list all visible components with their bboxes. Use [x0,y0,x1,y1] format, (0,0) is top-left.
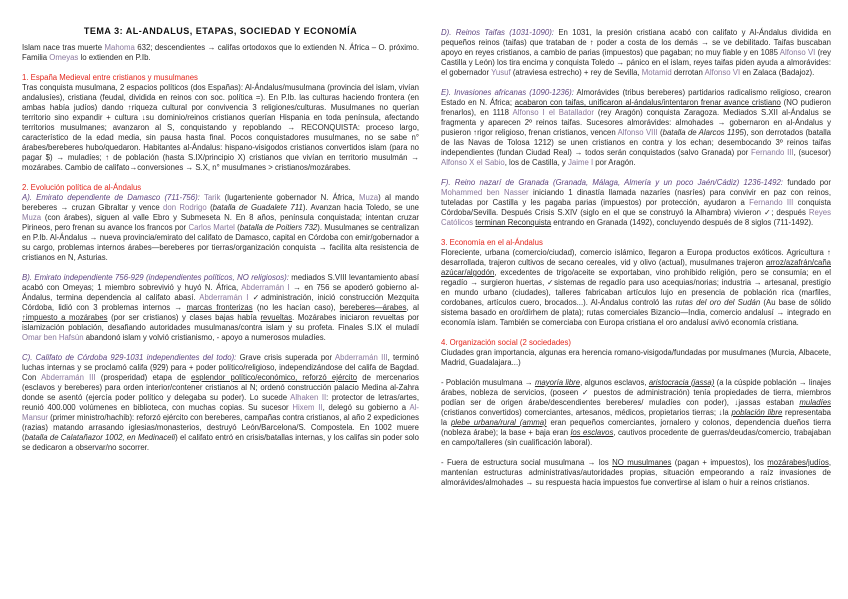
text-run: en Zalaca (Badajoz). [740,68,815,77]
text-run: ) el califato entró en crisis/batallas internas, y los califas sin poder solo se dedicaron a observar/no socorrer. [22,433,419,452]
person-name: Abderramán III [334,353,388,362]
text-run: (NO pudieron frenarlos), en 1118 [441,98,831,117]
left-column [22,26,419,463]
person-name: Jaime I [568,158,594,167]
right-column [441,28,831,498]
section-heading: 4. Organización social (2 sociedades) [441,338,572,347]
text-run: de mercenarios (esclavos y bereberes) para orden interior/contener cristianos al N; ordenó construcción palacio Medina al-Zahra donde se asentó (ejercía poder político y delegaba su poder). Lo sucede [22,373,419,402]
text-run: ( [657,128,663,137]
text-run: Floreciente, urbana (comercio/ciudad), comercio islámico, llegaron a Europa productos exóticos. Agricultura ↑ desarrollada, trajeron cultivos de secano cereales, vid y olivo (actual), musulmanes trajeron [441,248,831,267]
text-run: Ciudades gran importancia, algunas era herencia romano-visigoda/fundadas por musulmanes (Murcia, Albacete, Madrid, Guadalajara...) [441,348,831,367]
text-run: En 1031, la presión cristiana acabó con califato y Al-Ándalus dividida en pequeños reinos (taifas) que trataban de ↑ poder a costa de los demás → se ve debilitado. Taifas buscaban apoyo en reyes cristianos, a cambio de parias (impuestos) que pagaban; no muy fiable y en 1085 [441,28,831,57]
person-name: Abderramán I [241,283,290,292]
paragraph [441,348,831,368]
text-run: ), son derrotados (batalla de las Navas de Tolosa 1212) se unen cristianos en contra y los echan; desembocando 3º reinos taifas independientes (fundan Ciudad Real) → todos serán conquistados (salvo Granada) por [441,128,832,157]
paragraph [441,248,831,328]
text-run: ( [206,203,213,212]
paragraph [22,43,419,63]
text-run: - Población musulmana → [441,378,535,387]
paragraph [441,178,831,228]
person-name: Mahoma [104,43,135,52]
subsection-label: E). Invasiones africanas (1090-1236): [441,88,574,97]
text-run: . Mozárabes iniciaron revueltas por islamización población, desafiando autoridades musulmanas/contra islam y su profeta. Finales S.IX el muladí [22,313,420,332]
paragraph [22,273,419,343]
person-name: Mohammed ben Nasser [441,188,529,197]
person-name: Alfonso I el Batallador [512,108,594,117]
italic-underlined-text: plebe urbana/rural (amma) [450,418,547,427]
paragraph [441,458,831,488]
text-run: (atraviesa estrecho) + rey de Sevilla, [510,68,642,77]
text-run: conquista Córdoba/Sevilla. Después Crisis S.XIV (siglo en el que se construyó la Alhambra) vivieron ✓; después [441,198,832,217]
text-run: , los de Castilla, y [504,158,568,167]
subsection-label: A). Emirato dependiente de Damasco (711-756): [22,193,200,202]
person-name: Reyes Católicos [441,208,831,227]
text-run: : protector de letras/artes, reunió 400.000 volúmenes en biblioteca, con muchas copias. Su sucesor [22,393,419,412]
text-run: - Fuera de estructura social musulmana → los [441,458,613,467]
text-run: lo extienden en P.Ib. [78,53,151,62]
person-name: Alfonso X el Sabio [441,158,505,167]
text-run: Islam nace tras muerte [22,43,105,52]
text-run: eran pequeños comerciantes, jornalero y colonos, dependencia dueños tierra (nobleza árabe); la base + baja eran [441,418,831,437]
italic-underlined-text: muladíes [799,398,831,407]
text-run: Tras conquista musulmana, 2 espacios políticos (dos Españas): Al-Ándalus/musulmana (provincia del islam, vivían andalusíes), cristiana (feudal, dividida en reinos con soc. política =). En P.Ib. las culturas haciendo frontera (en ambas había judíos) dando ↑riqueza cultural por convivencia 3 religiones/culturas. Musulmanes no querían territorio sino expandir + cultura ↓su dominio/reinos cristianos querían Hispania en toda península, afectando territorios musulmanes; avanzaron al S, conquistando y repoblando → RECONQUISTA: proceso largo, característico de la edad media, sin pausa hasta final. Pocos conquistadores musulmanes, no se sabe n° árabes/bereberes hubo/quedaron. Habitantes al-Ándalus: hispano-visigodos cristianos convertidos islam (para no pagar $) → muladíes; ↑ de población (hasta S.IX/principio X) cristianos que vivían en territorio musulmán → mozárabes. Cambio de califato→conversiones → S.X, n° musulmanes > cristianos/mozárabes. [22,83,419,172]
underlined-text: marcas fronterizas [186,303,253,312]
text-run: entrando en Granada (1492), concluyendo después de 8 siglos (711-1492). [551,218,814,227]
section-heading: 3. Economía en el al-Ándalus [441,238,543,247]
person-name: Omar ben Hafsún [22,333,84,342]
person-name: Alfonso VIII [617,128,658,137]
italic-text: batalla de Alarcos 1195 [662,128,744,137]
paragraph [441,88,831,168]
text-run: (prosperidad) etapa de [95,373,192,382]
text-run: (Au base de sólido sistema basado en oro/dírhem de plata); rutas comerciales Bizancio—India, comercio andalusí → integrado en economía islam. También se comerciaba con Europa cristiana el oro andalusí avivó economía cristiana. [441,298,832,327]
text-run: , (sucesor) [793,148,831,157]
subsection-label: B). Emirato independiente 756-929 (independientes políticos, NO religiosos): [22,273,289,282]
underlined-text: acabaron con taifas, unificaron al-ándalus/intentaron frenar avance cristiano [514,98,781,107]
text-run: (con árabes), siguen al valle Ebro y Submeseta N. En 8 años, península conquistada; intentan cruzar Pirineos, pero frenan su avance los francos por [22,213,419,232]
text-run: , excedentes de trigo/aceite se exportaban, vino prohibido religión, pero se consumía; en el regadío → surgieron huertas, ✓sistemas de regadío para uso acequias/norias; industria → artesanal, prestigio en mundo urbano (ciudades), talleres fabricaban artículos lujo en presencia de población rica (marfiles, cordobanes, artículos cuero, brocados...). Al-Ándalus controló las [441,268,831,307]
text-run: (no les hacían caso), [252,303,340,312]
paragraph [22,193,419,263]
text-run: , terminó luchas internas y se proclamó califa (929) para + poder político/religioso, independizándose del califa de Bagdad. Con [22,353,419,382]
paragraph [22,353,419,453]
text-run: (pagan + impuestos), los [671,458,768,467]
person-name: Motamid [641,68,672,77]
person-name: Muza [22,213,42,222]
text-run: , algunos esclavos, [580,378,649,387]
subsection-label: D). Reinos Taifas (1031-1090): [441,28,554,37]
italic-text: batalla de Guadalete 711 [212,203,303,212]
text-run: (a la cúspide población → linajes árabes, nobleza de servicios, (poseen ✓ puestos de administración) tenía propiedades de tierra, miembros podían ser de origen árabe/descendientes bereberes/ muladíes con poder), ↓jassas estaban [441,378,831,407]
underlined-text: revueltas [260,313,293,322]
text-run: Almorávides (tribus bereberes) partidarios radicalismo religioso, crearon Estado en N. África; [441,88,831,107]
paragraph [441,378,831,448]
text-run: ( [234,223,240,232]
underlined-text: terminan Reconquista [475,218,552,227]
person-name: Carlos Martel [188,223,235,232]
person-name: Abderramán III [41,373,96,382]
person-name: Abderramán I [199,293,249,302]
person-name: don Rodrigo [163,203,207,212]
text-run: abandonó islam y volvió cristianismo, - apoyo a numerosos muladíes. [83,333,326,342]
text-run: (rey Castilla y León) los tira encima y conquista Toledo → pánico en el islam, reyes taifas piden ayuda a almorávides: el gobernador [441,48,831,77]
subsection-label: F). Reino nazarí de Granada (Granada, Málaga, Almería y un poco Jaén/Cádiz) 1236-1492: [441,178,783,187]
underlined-text: arroz/azafrán/caña azúcar/algodón [441,258,831,277]
text-run: (cristianos convertidos) comerciantes, artesanos, médicos, propietarios tierras; ↓la [441,408,732,417]
underlined-text: bereberes—árabes [339,303,407,312]
section-heading: 1. España Medieval entre cristianos y musulmanes [22,73,198,82]
text-run: ). Musulmanes se centralizan en P.Ib. Al-Ándalus → nueva provincia/emirato del califato de Damasco, capital en Córdoba con emir/gobernador a su cargo, problemas internos árabes—bereberes por tierras/organización conquista → facilita alta resistencia de cristianos en N, Asturias. [22,223,419,262]
text-run: Grave crisis superada por [236,353,335,362]
text-run: , mantenían estructuras administrativas/autoridades propias, situación empeorando a raíz invasiones de almorávides/almohades → su respuesta hacia impuestos fue convertirse al islam o huir a reinos cristianos. [441,458,832,487]
text-run: , delegó su gobierno a [322,403,410,412]
paragraph [22,83,419,173]
person-name: Yusuf [491,68,511,77]
text-run: (rey Aragón) conquista Zaragoza. Mediados S.XII al-Ándalus se fragmenta y aparecen 2º reinos taifas. Sucesores almorávides: almohades → gobernaron en al-Ándalus y pusieron ↑rigor religioso, frenan cristianos, vencen [441,108,831,137]
text-run: , al [406,303,419,312]
italic-text: batalla de Calatañazor 1002, en Medinaceli [24,433,176,442]
text-run: iniciando 1 dinastía llamada nazaríes (nasríes) para convivir en paz con reinos, tuteladas por Castilla y les pagaba parias (impuestos) por protección, ayudaron a [441,188,831,207]
text-run: 632; descendientes → califas ortodoxos que lo extienden N. África – O. próximo. Familia [22,43,420,62]
person-name: Alfonso VI [779,48,816,57]
italic-text: rutas del oro del Sudán [675,298,761,307]
person-name: Fernando III [751,148,794,157]
text-run: ) al mando bereberes → cruzan Gibraltar y vence [22,193,420,212]
underlined-text: ↑impuesto a mozárabes [22,313,108,322]
italic-underlined-text: mayoría libre [534,378,581,387]
underlined-text: NO musulmanes [612,458,672,467]
text-run: representaba la [441,408,832,427]
person-name: Alhaken II [290,393,327,402]
italic-underlined-text: población libre [731,408,783,417]
italic-underlined-text: aristocracia (jassa) [648,378,715,387]
underlined-text: mozárabes/judíos [767,458,829,467]
person-name: Al-Mansur [22,403,420,422]
person-name: Fernando III [749,198,794,207]
text-run: ). Avanzan hacia Toledo, se une [302,203,420,212]
person-name: Omeyas [49,53,79,62]
person-name: Alfonso VI [704,68,741,77]
text-run: (por ser cristianos) y clases bajas había [107,313,261,322]
text-run: derrotan [671,68,705,77]
text-run: ✓administración, inició construcción Mezquita Córdoba, lidió con 3 problemas internos → [22,293,419,312]
text-run: fundado por [782,178,831,187]
text-run: → en 756 se apoderó gobierno al-Ándalus, termina dependencia al califato abasí. [22,283,419,302]
underlined-text: esplendor político/económico, reforzó ejército [191,373,358,382]
italic-text: batalla de Poitiers 732 [239,223,318,232]
italic-underlined-text: los esclavos [570,428,614,437]
text-run: , cautivos procedente de guerras/deudas/comercio, trabajaban en campo/talleres (sin cualificación laboral). [441,428,832,447]
page-title: TEMA 3: AL-ANDALUS, ETAPAS, SOCIEDAD Y ECONOMÍA [83,26,358,36]
section-heading: 2. Evolución política de al-Ándalus [22,183,142,192]
text-run: (primer ministro/hachib): reforzó ejército con bereberes, campañas contra cristianos, al año 2 expediciones (razias) matando arrasando iglesias/monasterios, destruyó León/Barcelona/S. Compostela. En 1002 muere ( [22,413,419,442]
text-run: (lugarteniente gobernador N. África, [220,193,359,202]
paragraph [441,28,831,78]
person-name: Muza [358,193,379,202]
person-name: Tarik [203,193,221,202]
text-run: por Aragón. [593,158,636,167]
text-run: mediados S.VIII levantamiento abasí acabó con Omeyas; 1 miembro sobrevivió y huyó N. África, [22,273,420,292]
person-name: Hixem II [292,403,323,412]
subsection-label: C). Califato de Córdoba 929-1031 independientes del todo): [22,353,237,362]
